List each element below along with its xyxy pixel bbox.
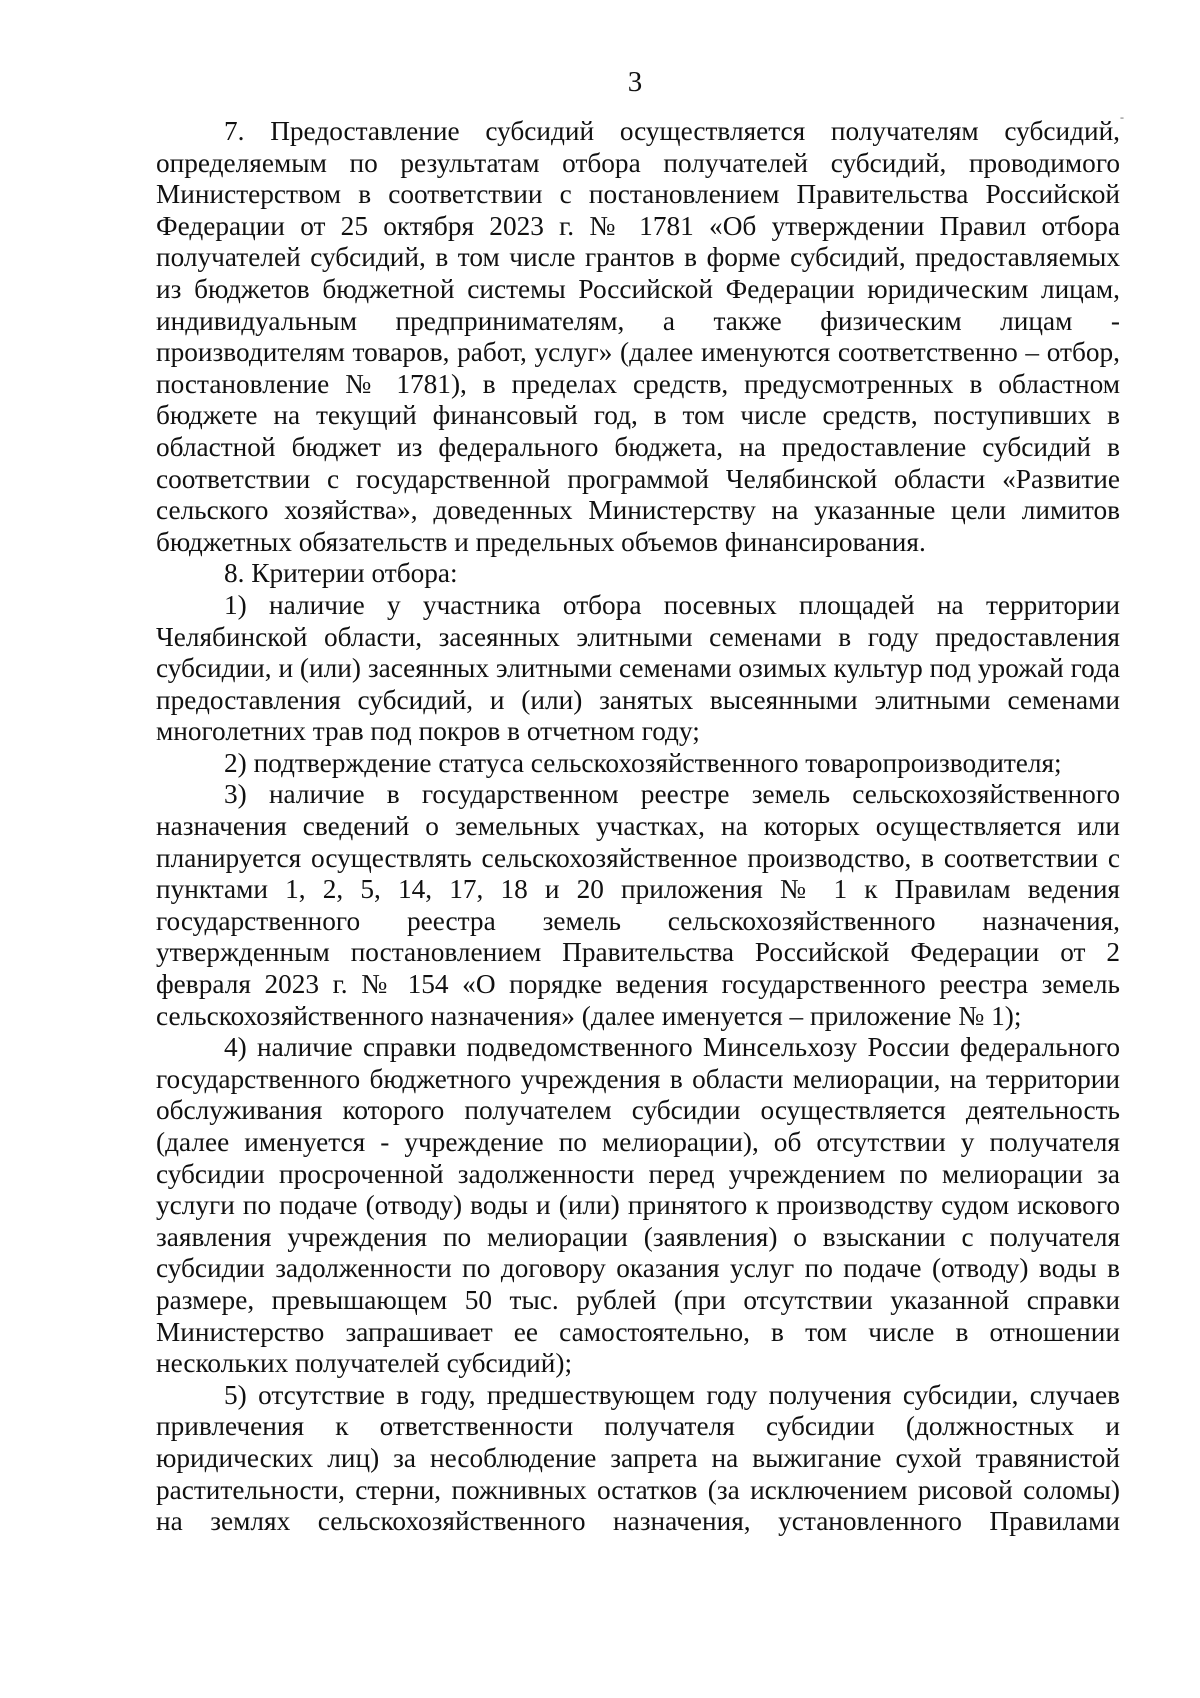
paragraph-8-heading: 8. Критерии отбора: — [224, 558, 458, 589]
page-number: 3 — [627, 66, 643, 98]
criterion-5: 5) отсутствие в году, предшествующем году получения субсидии, случаев привлечения к ответственности получателя субсидии (должностных и юридических лиц) за несоблюдение запрета на выжигание сухой травянистой растительности, стерни, пожнивных остатков (за исключением рисовой соломы) на землях сельскохозяйственного назначения, установленного Правилами — [156, 1379, 1120, 1537]
criterion-3: 3) наличие в государственном реестре земель сельскохозяйственного назначения сведений о земельных участках, на которых осуществляется или планируется осуществлять сельскохозяйственное производство, в соответствии с пунктами 1, 2, 5, 14, 17, 18 и 20 приложения № 1 к Правилам ведения государственного реестра земель сельскохозяйственного назначения, утвержденным постановлением Правительства Российской Федерации от 2 февраля 2023 г. № 154 «О порядке ведения государственного реестра земель сельскохозяйственного назначения» (далее именуется – приложение № 1); — [156, 779, 1120, 1031]
criterion-1: 1) наличие у участника отбора посевных площадей на территории Челябинской области, засеянных элитными семенами в году предоставления субсидии, и (или) засеянных элитными семенами озимых культур под урожай года предоставления субсидий, и (или) занятых высеянными элитными семенами многолетних трав под покров в отчетном году; — [156, 589, 1120, 747]
criterion-2: 2) подтверждение статуса сельскохозяйственного товаропроизводителя; — [224, 747, 1062, 778]
criterion-4: 4) наличие справки подведомственного Минсельхозу России федерального государственного бюджетного учреждения в области мелиорации, на территории обслуживания которого получателем субсидии осуществляется деятельность (далее именуется - учреждение по мелиорации), об отсутствии у получателя субсидии просроченной задолженности перед учреждением по мелиорации за услуги по подаче (отводу) воды и (или) принятого к производству судом искового заявления учреждения по мелиорации (заявления) о взыскании с получателя субсидии задолженности по договору оказания услуг по подаче (отводу) воды в размере, превышающем 50 тыс. рублей (при отсутствии указанной справки Министерство запрашивает ее самостоятельно, в том числе в отношении нескольких получателей субсидий); — [156, 1032, 1120, 1379]
scan-mark: - — [1120, 110, 1124, 124]
document-body — [156, 116, 1120, 1538]
paragraph-7: 7. Предоставление субсидий осуществляется получателям субсидий, определяемым по результатам отбора получателей субсидий, проводимого Министерством в соответствии с постановлением Правительства Российской Федерации от 25 октября 2023 г. № 1781 «Об утверждении Правил отбора получателей субсидий, в том числе грантов в форме субсидий, предоставляемых из бюджетов бюджетной системы Российской Федерации юридическим лицам, индивидуальным предпринимателям, а также физическим лицам - производителям товаров, работ, услуг» (далее именуются соответственно – отбор, постановление № 1781), в пределах средств, предусмотренных в областном бюджете на текущий финансовый год, в том числе средств, поступивших в областной бюджет из федерального бюджета, на предоставление субсидий в соответствии с государственной программой Челябинской области «Развитие сельского хозяйства», доведенных Министерству на указанные цели лимитов бюджетных обязательств и предельных объемов финансирования. — [156, 116, 1120, 557]
